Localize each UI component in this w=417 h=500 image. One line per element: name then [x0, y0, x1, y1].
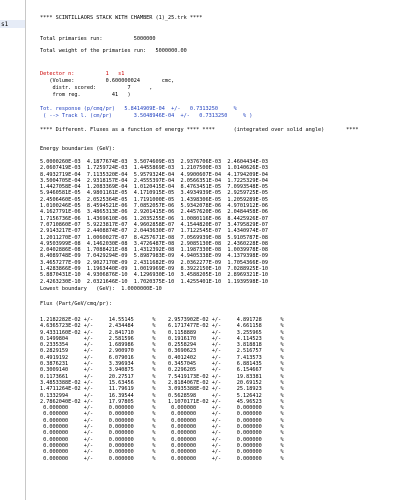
report-header: **** SCINTILLAORS STACK WITH CHAMBER (1)_25.trk ****	[40, 15, 203, 21]
detector-volume: (Volume: 0.600000024 cmc,	[40, 78, 175, 84]
flux-row: 9.4331160E-02 +/- 2.841710 % 0.1158889 +/- 3.255965 %	[40, 329, 284, 336]
flux-row: 0.000000 +/- 0.000000 % 0.000000 +/- 0.000000 %	[40, 436, 284, 443]
total-primaries: Total primaries run: 5000000	[40, 36, 156, 42]
file-sidebar	[0, 0, 26, 500]
sidebar-item-s1[interactable]: s1	[1, 21, 9, 28]
total-response: Tot. response (p/cmq/pr) 5.8414909E-04 +/- 0.7313250 %	[40, 106, 237, 112]
flux-row: 0.000000 +/- 0.000000 % 0.000000 +/- 0.000000 %	[40, 405, 284, 412]
energy-row: 3.4657277E-09 2.9027170E-09 2.4311682E-09 2.0362277E-09 1.7054366E-09	[40, 259, 268, 266]
energy-row: 2.4506460E-05 2.0525364E-05 1.7191000E-05 1.4398306E-05 1.2059289E-05	[40, 196, 268, 203]
flux-row: 1.2182282E-02 +/- 14.55145 % 2.9573902E-02 +/- 4.891728 %	[40, 317, 284, 323]
flux-row: 0.000000 +/- 0.000000 % 0.000000 +/- 0.000000 %	[40, 417, 284, 424]
flux-row: 0.1332994 +/- 16.39544 % 0.5628598 +/- 5.126412 %	[40, 392, 284, 399]
flux-row: 0.1173661 +/- 20.27517 % 7.5419173E-02 +/- 19.83381 %	[40, 373, 284, 380]
energy-row: 1.2011270E-07 1.0060027E-07 8.4257671E-08 7.0569939E-08 5.9105787E-08	[40, 234, 268, 241]
detector-from: from reg. 41 )	[40, 92, 131, 98]
flux-row: 0.2829159 +/- 2.900970 % 0.3690623 +/- 2.516757 %	[40, 348, 284, 355]
energy-row: 7.0710860E-07 5.9223817E-07 4.9602858E-07 4.1544820E-07 3.4795829E-07	[40, 221, 268, 228]
flux-row: 0.000000 +/- 0.000000 % 0.000000 +/- 0.000000 %	[40, 411, 284, 418]
flux-row: 0.000000 +/- 0.000000 % 0.000000 +/- 0.000000 %	[40, 442, 284, 449]
total-weight: Total weight of the primaries run: 5000000.00	[40, 48, 187, 54]
energy-row: 4.9503999E-08 4.1462030E-08 3.4726487E-08 2.9085130E-08 2.4360228E-08	[40, 240, 268, 247]
energy-row: 5.9460581E-05 4.9801161E-05 4.1710915E-05 3.4934939E-05 2.9259725E-05	[40, 190, 268, 197]
flux-row: 0.4919192 +/- 6.079016 % 0.4012402 +/- 7.413573 %	[40, 354, 284, 361]
energy-row: 4.1627791E-06 3.4865313E-06 2.9201415E-06 2.4457620E-06 2.0484458E-06	[40, 209, 268, 216]
flux-row: 0.3876231 +/- 3.396934 % 0.3457045 +/- 6.881435 %	[40, 361, 284, 368]
energy-row: 1.4283866E-09 1.1963440E-09 1.0019969E-09 8.3922150E-10 7.0288925E-10	[40, 266, 268, 273]
fluxes-note: **** Different. Fluxes as a function of energy **** **** (integrated over solid angle) ****	[40, 127, 359, 133]
flux-row: 0.1499804 +/- 2.581596 % 0.1916170 +/- 4.114523 %	[40, 335, 284, 342]
flux-row: 0.000000 +/- 0.000000 % 0.000000 +/- 0.000000 %	[40, 455, 284, 462]
flux-row: 1.4711264E-02 +/- 11.79619 % 3.0935388E-02 +/- 25.18923 %	[40, 386, 284, 393]
energy-row: 1.7156736E-06 1.4369610E-06 1.2035255E-06 1.0080116E-06 8.4425926E-07	[40, 215, 268, 222]
energy-row: 2.9143217E-07 2.4408874E-07 2.0443630E-07 1.7122545E-07 1.4340974E-07	[40, 228, 268, 235]
energy-row: 1.0100246E-05 8.4594521E-06 7.0852057E-06 5.9342078E-06 4.9701912E-06	[40, 203, 268, 210]
track-length: ( --> Track l. (cm/pr) 3.5048946E-04 +/- 0.7313250 % )	[40, 113, 253, 119]
lowest-boundary: Lowest boundary (GeV): 1.0000000E-10	[40, 286, 162, 292]
energy-row: 5.0000260E-03 4.1877674E-03 3.5074609E-03 2.9376706E-03 2.4604434E-03	[40, 159, 268, 165]
detector-line: Detector n: 1 s1	[40, 71, 125, 77]
flux-table	[40, 317, 284, 462]
energy-row: 1.4427058E-04 1.2083369E-04 1.0120415E-04 8.4763451E-05 7.0993548E-05	[40, 184, 268, 191]
detector-distr: distr. scored: 7 ,	[40, 85, 153, 91]
energy-row: 2.0607419E-03 1.7259724E-03 1.4455869E-03 1.2107500E-03 1.0140626E-03	[40, 165, 268, 172]
flux-header: Flux (Part/GeV/cmq/pr):	[40, 301, 112, 307]
energy-header: Energy boundaries (GeV):	[40, 146, 115, 152]
flux-row: 0.2335354 +/- 1.689986 % 0.2558294 +/- 3.818818 %	[40, 342, 284, 349]
flux-row: 0.000000 +/- 0.000000 % 0.000000 +/- 0.000000 %	[40, 449, 284, 456]
energy-row: 8.4932719E-04 7.1135320E-04 5.9579324E-04 4.9900607E-04 4.1794209E-04	[40, 171, 268, 178]
energy-row: 2.0402886E-08 1.7088421E-08 1.4312392E-08 1.1987330E-08 1.0039978E-08	[40, 247, 268, 254]
energy-row: 2.4263230E-10 2.0321646E-10 1.7020375E-10 1.4255401E-10 1.1939598E-10	[40, 278, 268, 285]
flux-row: 0.000000 +/- 0.000000 % 0.000000 +/- 0.000000 %	[40, 424, 284, 431]
flux-row: 0.000000 +/- 0.000000 % 0.000000 +/- 0.000000 %	[40, 430, 284, 437]
energy-table	[40, 159, 268, 285]
energy-row: 8.4089748E-09 7.0429294E-09 5.8987983E-09 4.9405338E-09 4.1379398E-09	[40, 253, 268, 260]
energy-row: 3.5004705E-04 2.9318157E-04 2.4555397E-04 2.0566351E-04 1.7225329E-04	[40, 177, 268, 184]
flux-row: 0.3009140 +/- 3.940875 % 0.2296205 +/- 6.154667 %	[40, 367, 284, 374]
energy-row: 5.8870431E-10 4.9306876E-10 4.1296930E-10 3.4588205E-10 2.8969321E-10	[40, 272, 268, 279]
report-viewer[interactable]	[27, 0, 417, 500]
flux-row: 2.7862040E-02 +/- 17.97805 % 1.1070171E-02 +/- 45.96523 %	[40, 398, 284, 405]
flux-row: 4.6365723E-02 +/- 2.434484 % 6.1717477E-02 +/- 4.661158 %	[40, 323, 284, 330]
flux-row: 3.4853388E-02 +/- 15.63456 % 2.8184067E-02 +/- 20.69152 %	[40, 379, 284, 386]
